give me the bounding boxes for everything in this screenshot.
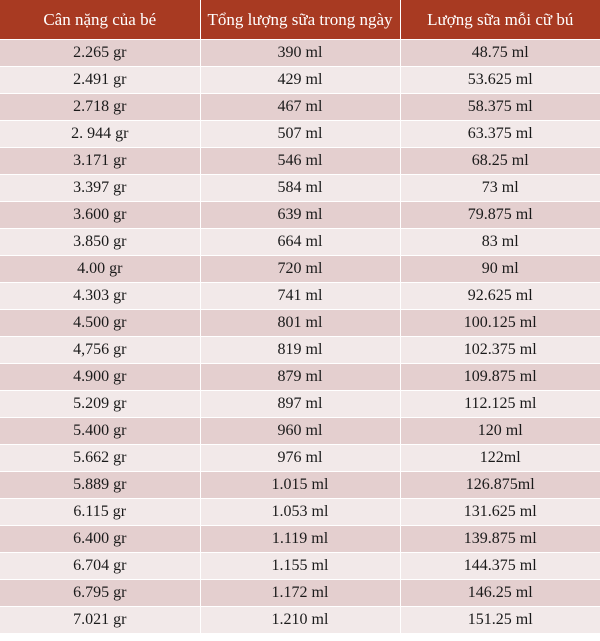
cell-daily-total: 467 ml [200,94,400,121]
cell-daily-total: 960 ml [200,418,400,445]
table-row [0,310,600,337]
cell-per-feed: 92.625 ml [400,283,600,310]
cell-weight: 5.400 gr [0,418,200,445]
cell-weight: 3.850 gr [0,229,200,256]
table-row [0,67,600,94]
cell-daily-total: 584 ml [200,175,400,202]
cell-weight: 3.397 gr [0,175,200,202]
cell-daily-total: 1.172 ml [200,580,400,607]
cell-weight: 2.265 gr [0,40,200,67]
cell-daily-total: 1.155 ml [200,553,400,580]
cell-daily-total: 720 ml [200,256,400,283]
cell-per-feed: 90 ml [400,256,600,283]
cell-daily-total: 819 ml [200,337,400,364]
table-row [0,472,600,499]
table-row [0,283,600,310]
table-row [0,391,600,418]
table-row [0,229,600,256]
cell-per-feed: 58.375 ml [400,94,600,121]
cell-per-feed: 102.375 ml [400,337,600,364]
cell-per-feed: 79.875 ml [400,202,600,229]
cell-daily-total: 546 ml [200,148,400,175]
cell-weight: 5.209 gr [0,391,200,418]
table-row [0,553,600,580]
cell-per-feed: 100.125 ml [400,310,600,337]
cell-weight: 2.718 gr [0,94,200,121]
header-weight: Cân nặng của bé [0,0,200,40]
cell-daily-total: 664 ml [200,229,400,256]
cell-per-feed: 83 ml [400,229,600,256]
cell-per-feed: 53.625 ml [400,67,600,94]
table-row [0,202,600,229]
cell-per-feed: 122ml [400,445,600,472]
table-row [0,499,600,526]
cell-daily-total: 1.210 ml [200,607,400,634]
cell-per-feed: 151.25 ml [400,607,600,634]
table-row [0,607,600,634]
table-row [0,418,600,445]
table-row [0,256,600,283]
cell-daily-total: 1.015 ml [200,472,400,499]
cell-weight: 4,756 gr [0,337,200,364]
cell-weight: 7.021 gr [0,607,200,634]
cell-per-feed: 109.875 ml [400,364,600,391]
header-row [0,0,600,40]
table-body [0,40,600,634]
cell-weight: 6.400 gr [0,526,200,553]
cell-daily-total: 741 ml [200,283,400,310]
cell-weight: 4.900 gr [0,364,200,391]
cell-daily-total: 507 ml [200,121,400,148]
table-row [0,94,600,121]
cell-weight: 5.889 gr [0,472,200,499]
cell-weight: 4.303 gr [0,283,200,310]
cell-weight: 3.171 gr [0,148,200,175]
cell-weight: 2.491 gr [0,67,200,94]
cell-daily-total: 897 ml [200,391,400,418]
table-row [0,337,600,364]
cell-weight: 4.00 gr [0,256,200,283]
table-row [0,364,600,391]
cell-weight: 2. 944 gr [0,121,200,148]
cell-per-feed: 120 ml [400,418,600,445]
cell-daily-total: 639 ml [200,202,400,229]
cell-per-feed: 146.25 ml [400,580,600,607]
table-row [0,121,600,148]
cell-per-feed: 48.75 ml [400,40,600,67]
cell-per-feed: 73 ml [400,175,600,202]
cell-weight: 6.115 gr [0,499,200,526]
table-row [0,40,600,67]
cell-per-feed: 126.875ml [400,472,600,499]
cell-per-feed: 68.25 ml [400,148,600,175]
cell-daily-total: 390 ml [200,40,400,67]
table-row [0,445,600,472]
cell-weight: 6.795 gr [0,580,200,607]
table-row [0,580,600,607]
cell-per-feed: 139.875 ml [400,526,600,553]
cell-per-feed: 112.125 ml [400,391,600,418]
header-daily-total: Tổng lượng sữa trong ngày [200,0,400,40]
cell-daily-total: 801 ml [200,310,400,337]
table-row [0,175,600,202]
table-row [0,526,600,553]
cell-weight: 3.600 gr [0,202,200,229]
table-row [0,148,600,175]
cell-weight: 5.662 gr [0,445,200,472]
cell-daily-total: 879 ml [200,364,400,391]
header-per-feed: Lượng sữa mỗi cữ bú [400,0,600,40]
cell-per-feed: 144.375 ml [400,553,600,580]
cell-weight: 6.704 gr [0,553,200,580]
cell-daily-total: 976 ml [200,445,400,472]
cell-per-feed: 131.625 ml [400,499,600,526]
cell-daily-total: 1.119 ml [200,526,400,553]
cell-weight: 4.500 gr [0,310,200,337]
cell-per-feed: 63.375 ml [400,121,600,148]
cell-daily-total: 1.053 ml [200,499,400,526]
cell-daily-total: 429 ml [200,67,400,94]
